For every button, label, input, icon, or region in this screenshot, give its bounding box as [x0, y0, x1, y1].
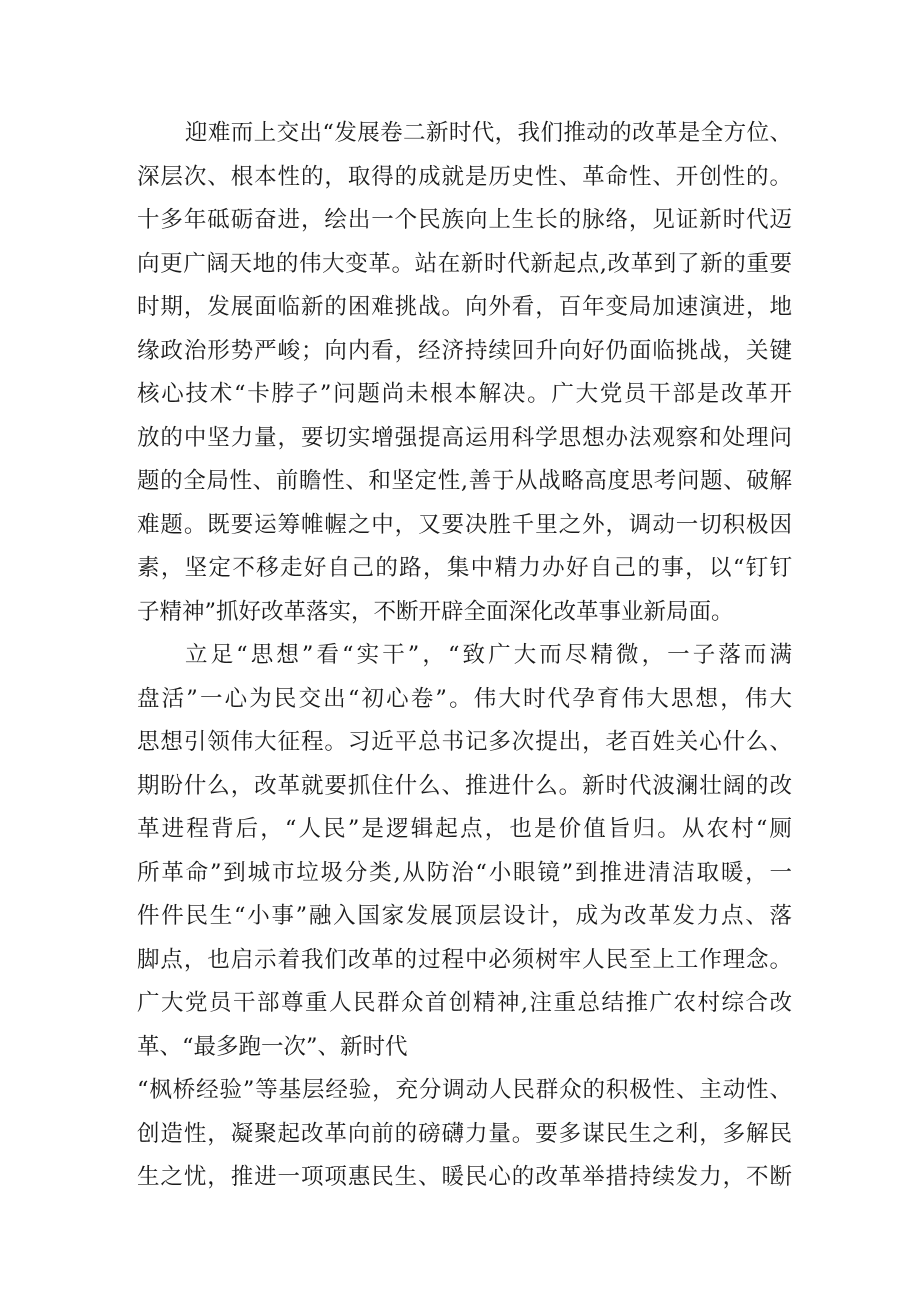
text-line: 核心技术“卡脖子”问题尚未根本解决。广大党员干部是改革开: [137, 381, 792, 407]
text-line: “枫桥经验”等基层经验，充分调动人民群众的积极性、主动性、: [137, 1077, 792, 1103]
text-line: 所革命”到城市垃圾分类,从防治“小眼镜”到推进清洁取暖，一: [137, 859, 792, 886]
text-line: 放的中坚力量，要切实增强提高运用科学思想办法观察和处理问: [137, 424, 792, 451]
text-line: 题的全局性、前瞻性、和坚定性,善于从战略高度思考问题、破解: [137, 468, 792, 494]
text-line: 缘政治形势严峻；向内看，经济持续回升向好仍面临挑战，关键: [137, 337, 792, 364]
text-line: 革、“最多跑一次”、新时代: [137, 1033, 408, 1060]
text-line: 素，坚定不移走好自己的路，集中精力办好自己的事，以“钉钉: [137, 555, 792, 581]
text-line: 广大党员干部尊重人民群众首创精神,注重总结推广农村综合改: [137, 990, 792, 1016]
text-line: 期盼什么，改革就要抓住什么、推进什么。新时代波澜壮阔的改: [137, 772, 792, 799]
text-line: 深层次、根本性的，取得的成就是历史性、革命性、开创性的。: [137, 163, 792, 190]
text-line: 创造性，凝聚起改革向前的磅礴力量。要多谋民生之利，多解民: [137, 1120, 792, 1147]
text-line: 件件民生“小事”融入国家发展顶层设计，成为改革发力点、落: [137, 903, 792, 929]
text-line: 思想引领伟大征程。习近平总书记多次提出，老百姓关心什么、: [137, 729, 792, 755]
text-line: 迎难而上交出“发展卷二新时代，我们推动的改革是全方位、: [185, 120, 792, 146]
text-line: 十多年砥砺奋进，绘出一个民族向上生长的脉络，见证新时代迈: [137, 207, 792, 233]
text-line: 革进程背后，“人民”是逻辑起点，也是价值旨归。从农村“厕: [137, 816, 792, 842]
text-line: 难题。既要运筹帷幄之中，又要决胜千里之外，调动一切积极因: [137, 511, 792, 538]
text-line: 子精神”抓好改革落实，不断开辟全面深化改革事业新局面。: [137, 598, 734, 625]
text-line: 脚点，也启示着我们改革的过程中必须树牢人民至上工作理念。: [137, 946, 792, 973]
text-line: 生之忧，推进一项项惠民生、暖民心的改革举措持续发力，不断: [137, 1164, 792, 1190]
text-line: 时期，发展面临新的困难挑战。向外看，百年变局加速演进，地: [137, 294, 792, 320]
text-line: 立足“思想”看“实干”，“致广大而尽精微，一子落而满: [185, 642, 792, 668]
text-line: 盘活”一心为民交出“初心卷”。伟大时代孕育伟大思想，伟大: [137, 685, 792, 712]
text-line: 向更广阔天地的伟大变革。站在新时代新起点,改革到了新的重要: [137, 250, 792, 277]
article-body: [137, 112, 792, 1200]
